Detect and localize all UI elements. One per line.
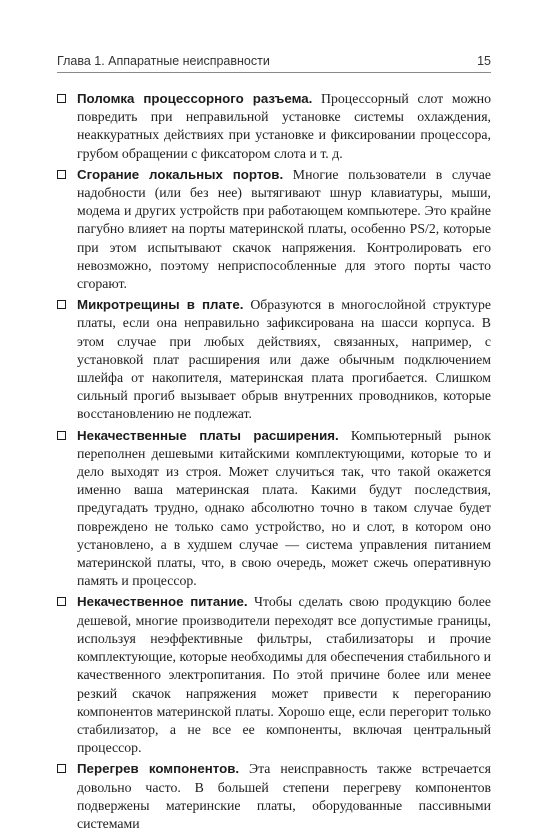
list-item xyxy=(57,296,491,423)
item-text: Эта неисправность также встречается довольно часто. В большей степени перегреву компонентов подвержены материнские платы, оборудованные пассивными системами xyxy=(77,761,491,831)
checkbox-bullet-icon xyxy=(57,94,66,103)
list-item xyxy=(57,593,491,757)
item-text: Многие пользователи в случае надобности (или без нее) вытягивают шнур клавиатуры, мыши, модема и других устройств при работающем компьютере. Это крайне пагубно влияет на порты материнской платы, особенно PS/2, которые при этом испытывают скачок напряжения. Контролировать его невозможно, поэтому неприспособленные для этого порты часто сгорают. xyxy=(77,166,491,292)
item-term: Поломка процессорного разъема. xyxy=(77,91,313,106)
item-term: Некачественное питание. xyxy=(77,594,248,610)
checkbox-bullet-icon xyxy=(57,431,66,440)
item-term: Перегрев компонентов. xyxy=(77,761,240,777)
item-term: Сгорание локальных портов. xyxy=(77,166,284,182)
checkbox-bullet-icon xyxy=(57,597,66,606)
list-item xyxy=(57,427,491,591)
item-term: Микротрещины в плате. xyxy=(77,297,244,313)
chapter-title: Глава 1. Аппаратные неисправности xyxy=(57,54,270,68)
list-item xyxy=(57,166,491,293)
item-text: Процессорный слот можно повредить при неправильной установке системы охлаждения, неаккуратных действиях при установке и фиксировании процессора, грубом обращении с фиксатором слота и т. д. xyxy=(77,91,492,161)
page-body xyxy=(57,90,491,836)
checkbox-bullet-icon xyxy=(57,170,66,179)
checkbox-bullet-icon xyxy=(57,764,66,773)
header-divider xyxy=(57,72,491,73)
page-number: 15 xyxy=(477,54,491,68)
list-item xyxy=(57,760,491,833)
running-header xyxy=(57,54,491,72)
item-text: Компьютерный рынок переполнен дешевыми китайскими комплектующими, которые то и дело выходят из строя. Может случиться так, что такой окажется именно ваша материнская плата. Какими будут последствия, предугадать трудно, однако абсолютно точно в таком случае будет повреждено не только само устройство, но и слот, в котором оно установлено, а в худшем случае — система управления питанием материнской платы, что, в свою очередь, может сжечь оперативную память и процессор. xyxy=(77,427,492,589)
checkbox-bullet-icon xyxy=(57,300,66,309)
item-text: Чтобы сделать свою продукцию более дешевой, многие производители переходят все допустимые границы, используя неэффективные фильтры, стабилизаторы и прочие комплектующие, которые необходимы для обеспечения стабильного и качественного электропитания. По этой причине более или менее резкий скачок напряжения может привести к перегоранию компонентов материнской платы. Хорошо еще, если перегорит только стабилизатор, а не все ее компоненты, включая центральный процессор. xyxy=(77,594,492,756)
list-item xyxy=(57,90,491,163)
item-term: Некачественные платы расширения. xyxy=(77,427,339,443)
item-text: Образуются в многослойной структуре платы, если она неправильно зафиксирована на шасси корпуса. В этом случае при любых действиях, связанных, например, с установкой плат расширения или даже обычным подключением шлейфа от накопителя, материнская плата прогибается. Слишком сильный прогиб вызывает обрыв внутренних проводников, которые восстановлению не подлежат. xyxy=(77,297,491,422)
